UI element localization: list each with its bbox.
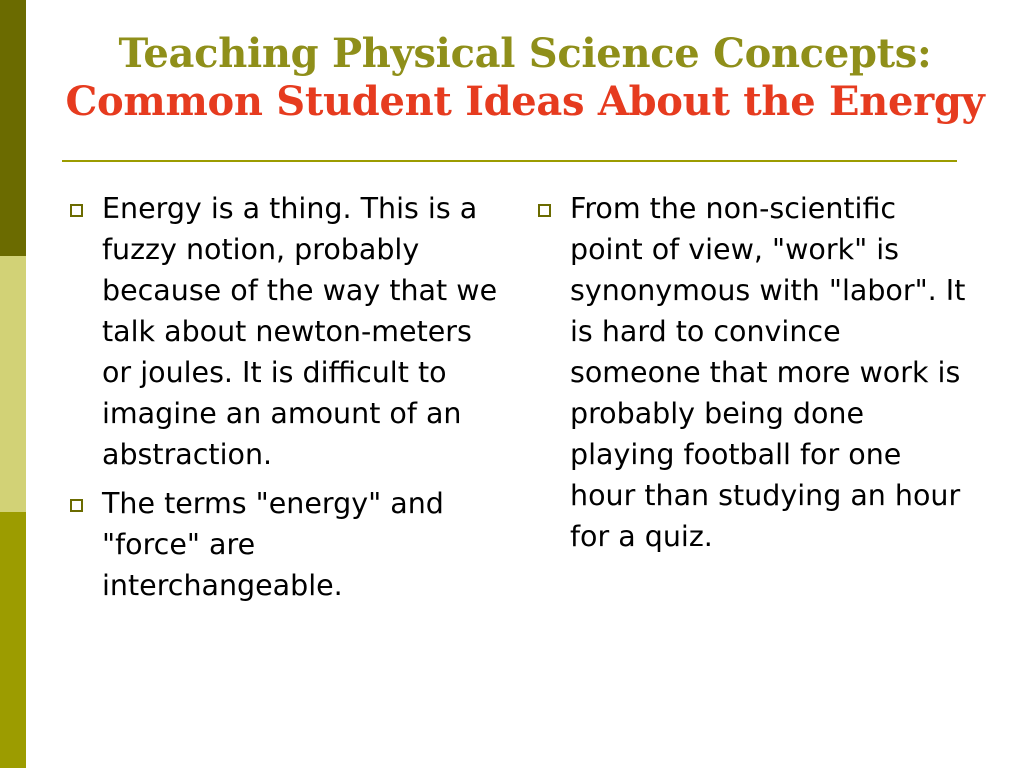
- decorative-stripe-top: [0, 0, 26, 256]
- right-bullet-list: [530, 188, 970, 565]
- bullet-text: The terms "energy" and "force" are interchangeable.: [102, 487, 444, 602]
- decorative-stripe-middle: [0, 256, 26, 512]
- bullet-text: From the non-scientific point of view, "work" is synonymous with "labor". It is hard to convince someone that more work is probably being done playing football for one hour than studying an hour for a quiz.: [570, 192, 966, 553]
- list-item: [62, 483, 502, 606]
- title-line-1: Teaching Physical Science Concepts:: [118, 30, 932, 77]
- square-bullet-icon: [70, 204, 83, 217]
- left-bullet-list: [62, 188, 502, 614]
- list-item: [530, 188, 970, 557]
- title-line-2: Common Student Ideas About the Energy: [65, 78, 985, 125]
- square-bullet-icon: [70, 499, 83, 512]
- square-bullet-icon: [538, 204, 551, 217]
- slide-title: [40, 30, 1010, 126]
- list-item: [62, 188, 502, 475]
- title-divider: [62, 160, 957, 162]
- bullet-text: Energy is a thing. This is a fuzzy notion, probably because of the way that we talk about newton-meters or joules. It is difficult to imagine an amount of an abstraction.: [102, 192, 498, 471]
- decorative-stripe-bottom: [0, 512, 26, 768]
